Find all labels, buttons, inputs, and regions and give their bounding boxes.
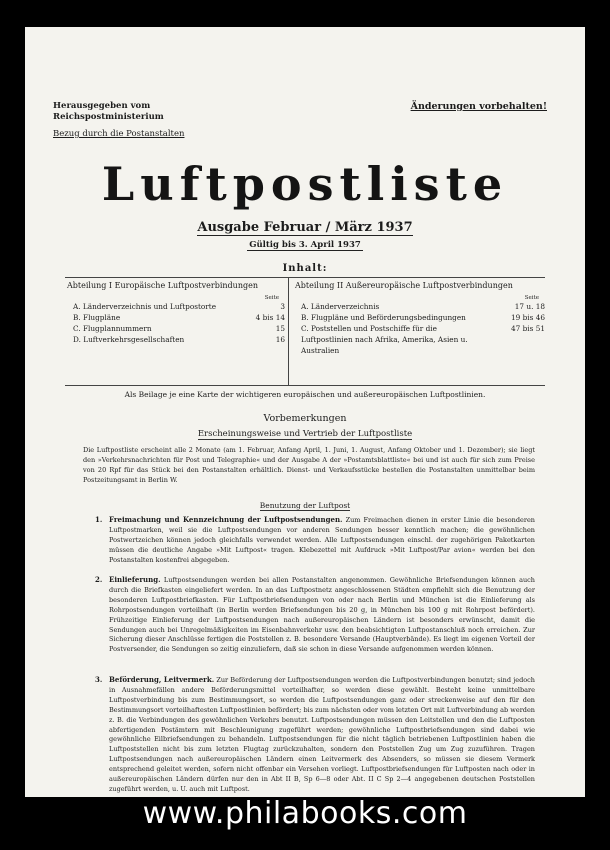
toc-item-label: A. Länderverzeichnis und Luftpostorte [73,302,217,311]
toc-item-page: 16 [275,335,285,344]
toc-top-rule [65,277,545,278]
section-heading-vorbemerkungen: Vorbemerkungen [263,413,347,424]
section-3 [109,675,535,795]
toc-item-label: B. Flugpläne [73,313,121,322]
subheading-erscheinung-text: Erscheinungsweise und Vertrieb der Luftpostliste [197,429,413,439]
toc-item-page: 15 [275,324,285,333]
page-title: Luftpostliste [101,157,509,211]
section-2 [109,575,535,655]
publisher-line-2: Reichspostministerium [53,112,164,122]
toc-item [295,312,545,323]
toc-item [295,323,545,356]
beilage-note: Als Beilage je eine Karte der wichtigeren europäischen und außereuropäischen Luftpostlinien. [124,390,486,399]
section-text: Luftpostsendungen werden bei allen Postanstalten angenommen. Gewöhnliche Briefsendungen können auch durch die Briefkasten eingeliefert werden. In an das Luftpostnetz angeschlossenen Städten empfiehlt sich die Benutzung der besonderen Luftpostbriefkasten. Für Luftpostbriefsendungen von oder nach Berlin und München ist die Einlieferung als Rohrpostsendungen vorteilhaft (in Berlin werden Briefsendungen bis 20 g, in München bis 100 g mit Rohrpost befördert). Frühzeitige Einlieferung der Luftpostsendungen nach außereuropäischen Ländern ist besonders erwünscht, damit die Sendungen auch bei Unregelmäßigkeiten im Eisenbahnverkehr usw. den beabsichtigten Luftpostanschluß noch erreichen. Zur Sicherung dieser Anschlüsse fertigen die Poststellen z. B. besondere Versande (Hauptverbände). Es liegt im eigenen Vorteil der Postversender, die Sendungen so zeitig einzuliefern, daß sie schon in diese Versande aufgenommen werden können. [109,576,535,654]
subheading-benutzung-text: Benutzung der Luftpost [259,501,351,510]
section-number: 3. [95,675,103,684]
section-number: 2. [95,575,103,584]
toc-item [67,323,285,334]
toc-item [67,301,285,312]
toc-right-seite-label: Seite [524,295,539,301]
toc-left-seite-label: Seite [264,295,279,301]
toc-item [67,334,285,345]
footer-watermark-url: www.philabooks.com [142,796,468,831]
toc-left-column [67,281,285,345]
toc-heading: Inhalt: [282,263,328,274]
edition [25,220,585,235]
toc-item-page: 3 [280,302,285,311]
toc-item-label: B. Flugpläne und Beförderungsbedingungen [301,313,466,322]
section-title: Einlieferung. [109,575,161,584]
section-1 [109,515,535,566]
document-page [25,27,585,797]
toc-right-column [295,281,545,356]
section-number: 1. [95,515,103,524]
changes-note: Änderungen vorbehalten! [410,101,547,112]
toc-item-page: 17 u. 18 [514,302,545,311]
toc-divider [288,277,289,385]
toc-item-label: C. Flugplannummern [73,324,152,333]
valid-until [25,240,585,250]
toc-item [67,312,285,323]
toc-item-label: D. Luftverkehrsgesellschaften [73,335,185,344]
edition-text: Ausgabe Februar / März 1937 [197,220,413,235]
toc-left-heading: Abteilung I Europäische Luftpostverbindungen [67,281,258,290]
subheading-benutzung [25,501,585,510]
section-text: Zur Beförderung der Luftpostsendungen werden die Luftpostverbindungen benutzt; sind jedoch in Ausnahmefällen andere Beförderungsmittel vorteilhafter, so werden diese gewählt. Besteht keine unmittelbare Luftpostverbindung bis zum Bestimmungsort, so werden die Luftpostsendungen ganz oder streckenweise auf den für den Bestimmungsort vorteilhaftesten Luftpostlinien befördert; bis zum nächsten oder vom letzten Ort mit Luftverbindung ab werden z. B. die Verbindungen des gewöhnlichen Verkehrs benutzt. Luftpostsendungen müssen den Leitstellen und den die Luftposten abfertigenden Postämtern mit Beschleunigung zugeführt werden; gewöhnliche Luftpostbriefsendungen sind dabei wie gewöhnliche Eilbriefsendungen zu behandeln. Luftpostsendungen für die nicht täglich betriebenen Luftpostlinien haben die Luftpoststellen nicht bis zum letzten Flugtag zurückzuhalten, sondern den Poststellen Zug um Zug zuzuführen. Tragen Luftpostsendungen nach außereuropäischen Ländern einen Leitvermerk des Absenders, so müssen sie diesem Vermerk entsprechend geleitet werden, sofern nicht offenbar ein Versehen vorliegt. Luftpostbriefsendungen für Luftposten nach oder in außereuropäischen Ländern dürfen nur den in Abt II B, Sp 6—8 oder Abt. II C Sp 2—4 angegebenen deutschen Poststellen zugeführt werden, u. U. auch mit Luftpost. [109,676,535,793]
section-title: Freimachung und Kennzeichnung der Luftpostsendungen. [109,515,343,524]
toc-bottom-rule [65,385,545,386]
toc-item-page: 47 bis 51 [511,324,545,333]
publisher-block [53,101,184,140]
valid-until-text: Gültig bis 3. April 1937 [249,240,361,250]
publisher-line-1: Herausgegeben vom [53,101,151,111]
section-title: Beförderung, Leitvermerk. [109,675,215,684]
toc-item-page: 19 bis 46 [511,313,545,322]
section-text: Zum Freimachen dienen in erster Linie die besonderen Luftpostmarken, weil sie die Luftpostsendungen vor anderen Sendungen besser kenntlich machen; die gewöhnlichen Postwertzeichen können jedoch gleichfalls verwendet werden. Alle Luftpostsendungen einschl. der zugehörigen Paketkarten müssen die deutliche Angabe »Mit Luftpost« tragen. Klebezettel mit Aufdruck »Mit Luftpost/Par avion« werden bei den Postanstalten kostenfrei abgegeben. [109,516,535,564]
toc-item-label: A. Länderverzeichnis [301,302,380,311]
toc-item-label: C. Poststellen und Postschiffe für die Luftpostlinien nach Afrika, Amerika, Asien u. Australien [301,324,468,355]
publisher-line-3: Bezug durch die Postanstalten [53,129,185,139]
toc-item [295,301,545,312]
toc-item-page: 4 bis 14 [255,313,285,322]
erscheinung-paragraph: Die Luftpostliste erscheint alle 2 Monate (am 1. Februar, Anfang April, 1. Juni, 1. August, Anfang Oktober und 1. Dezember); sie liegt den »Verkehrsnachrichten für Post und Telegraphie« und der Ausgabe A der »Postamtsblattliste« bei und ist auch für sich zum Preise von 20 Rpf für das Stück bei den Postanstalten erhältlich. Dienst- und Verkaufsstücke bestellen die Postanstalten unmittelbar beim Postzeitungsamt in Berlin W. [83,446,535,484]
toc-right-heading: Abteilung II Außereuropäische Luftpostverbindungen [295,281,513,290]
subheading-erscheinung [25,429,585,439]
